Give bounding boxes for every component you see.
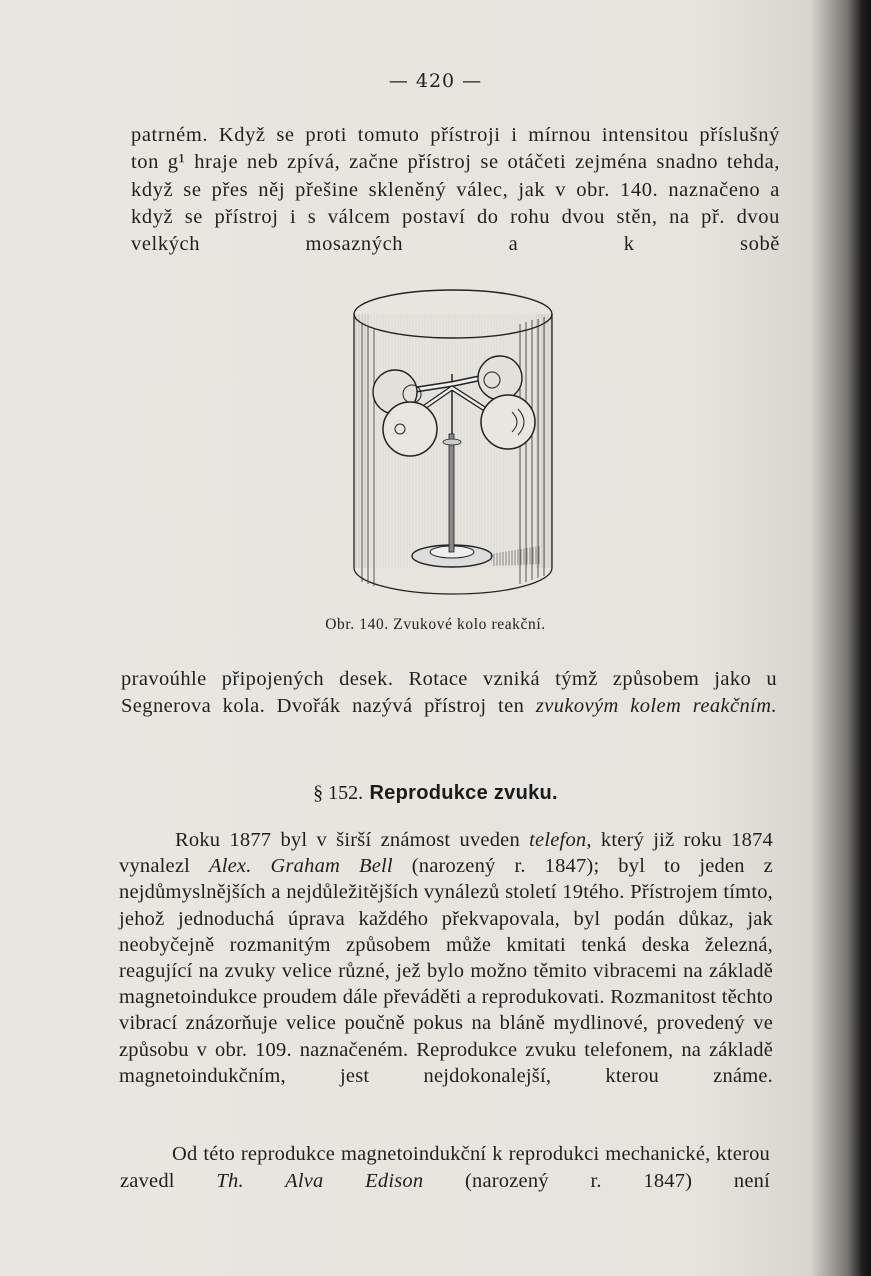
paragraph-1: patrném. Když se proti tomuto přístroji i mírnou intensitou příslušný ton g¹ hraje neb zpívá, začne přístroj se otáčeti zejména snadno tehda, když se přes něj přešine skleněný válec, jak v obr. 140. naznačeno a když se přístroj i s válcem postaví do rohu dvou stěn, na př. dvou velkých mosazných a k sobě: [131, 124, 780, 256]
section-heading: [0, 780, 871, 805]
resonator-sphere: [481, 395, 535, 449]
paragraph-3: Roku 1877 byl v širší známost uveden telefon, který již roku 1874 vynalezl Alex. Graham Bell (narozený r. 1847); byl to jeden z nejdůmyslnějších a nejdůležitějších vynálezů století 19tého. Přístrojem tímto, jehož jednoduchá úprava každého překvapovala, byl podán důkaz, jak neobyčejně rozmanitým způsobem může kmitati tenká deska železná, reagující na zvuky velice různé, jež bylo možno těmito vibracemi na základě magnetoindukce proudem dále převáděti a reprodukovati. Rozmanitost těchto vibrací znázorňuje velice poučně pokus na bláně mydlinové, provedený ve způsobu v obr. 109. naznačeném. Reprodukce zvuku telefonem, na základě magnetoindukčním, jest nejdokonalejší, kterou známe.: [119, 829, 773, 1087]
instrument-stand: [449, 434, 454, 552]
page-number: — 420 —: [388, 70, 483, 92]
glass-cylinder-bottom: [354, 568, 552, 594]
paragraph-4: Od této reprodukce magnetoindukční k reprodukci mechanické, kterou zavedl Th. Alva Edison (narozený r. 1847) není: [120, 1143, 770, 1192]
figure-reaction-sound-wheel: [340, 284, 570, 602]
page-binding-shadow: [849, 0, 871, 1276]
paragraph-2: pravoúhle připojených desek. Rotace vzniká týmž způsobem jako u Segnerova kola. Dvořák nazývá přístroj ten zvukovým kolem reakčním.: [121, 668, 777, 717]
figure-caption: Obr. 140. Zvukové kolo reakční.: [325, 616, 546, 633]
section-number: § 152.: [313, 782, 364, 804]
resonator-sphere: [383, 402, 437, 456]
section-title: Reprodukce zvuku.: [369, 782, 558, 804]
